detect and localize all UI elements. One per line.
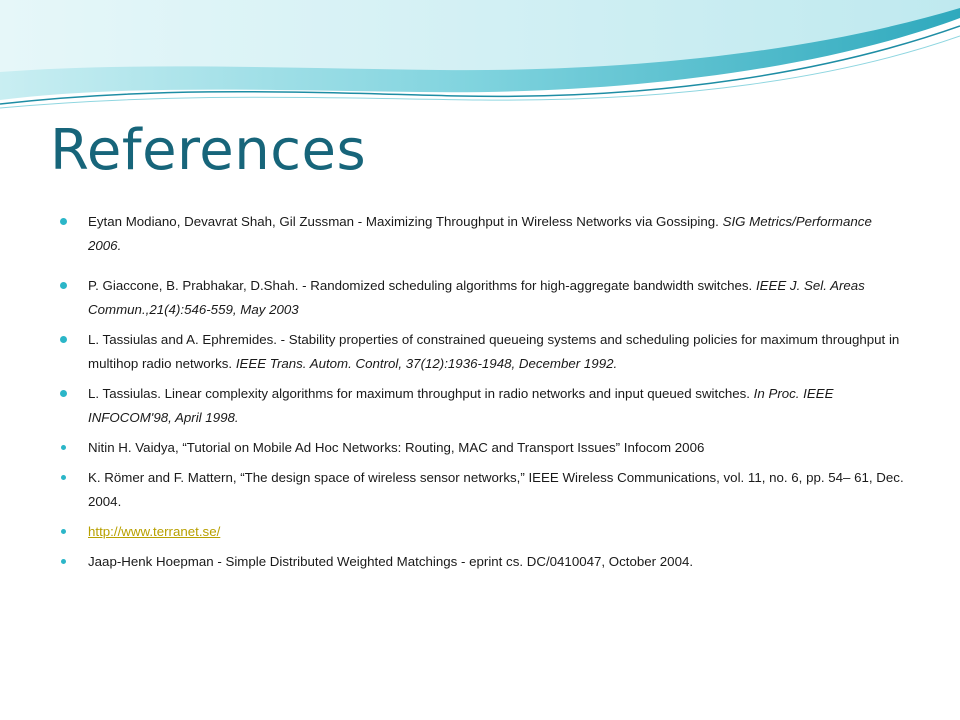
reference-item	[56, 274, 906, 322]
bullet-icon	[60, 390, 67, 397]
reference-source: In Proc. IEEE INFOCOM'98, April 1998.	[88, 386, 834, 425]
reference-source: IEEE J. Sel. Areas Commun.,21(4):546-559, May 2003	[88, 278, 865, 317]
reference-item	[56, 210, 906, 258]
reference-text: L. Tassiulas and A. Ephremides. - Stability properties of constrained queueing systems and scheduling policies for maximum throughput in multihop radio networks.	[88, 332, 900, 371]
bullet-icon	[61, 529, 66, 534]
reference-text: K. Römer and F. Mattern, “The design space of wireless sensor networks,” IEEE Wireless Communications, vol. 11, no. 6, pp. 54– 61, Dec. 2004.	[88, 470, 904, 509]
reference-item	[56, 466, 906, 514]
bullet-icon	[61, 475, 66, 480]
reference-source: IEEE Trans. Autom. Control, 37(12):1936-1948, December 1992.	[235, 356, 618, 371]
slide-title: References	[50, 118, 367, 183]
reference-text: L. Tassiulas. Linear complexity algorithms for maximum throughput in radio networks and input queued switches.	[88, 386, 754, 401]
reference-list	[56, 210, 906, 574]
reference-text: Nitin H. Vaidya, “Tutorial on Mobile Ad Hoc Networks: Routing, MAC and Transport Issues” Infocom 2006	[88, 440, 705, 455]
bullet-icon	[61, 559, 66, 564]
bullet-icon	[60, 336, 67, 343]
reference-item	[56, 382, 906, 430]
bullet-icon	[60, 218, 67, 225]
bullet-icon	[60, 282, 67, 289]
reference-text: Eytan Modiano, Devavrat Shah, Gil Zussman - Maximizing Throughput in Wireless Networks via Gossiping.	[88, 214, 723, 229]
reference-item	[56, 436, 906, 460]
reference-item	[56, 550, 906, 574]
reference-text: P. Giaccone, B. Prabhakar, D.Shah. - Randomized scheduling algorithms for high-aggregate bandwidth switches.	[88, 278, 756, 293]
reference-item	[56, 520, 906, 544]
terranet-link[interactable]: http://www.terranet.se/	[88, 524, 221, 539]
reference-source: SIG Metrics/Performance 2006.	[88, 214, 872, 253]
bullet-icon	[61, 445, 66, 450]
reference-item	[56, 328, 906, 376]
reference-text: Jaap-Henk Hoepman - Simple Distributed Weighted Matchings - eprint cs. DC/0410047, October 2004.	[88, 554, 694, 569]
header-wave-decoration	[0, 0, 960, 120]
